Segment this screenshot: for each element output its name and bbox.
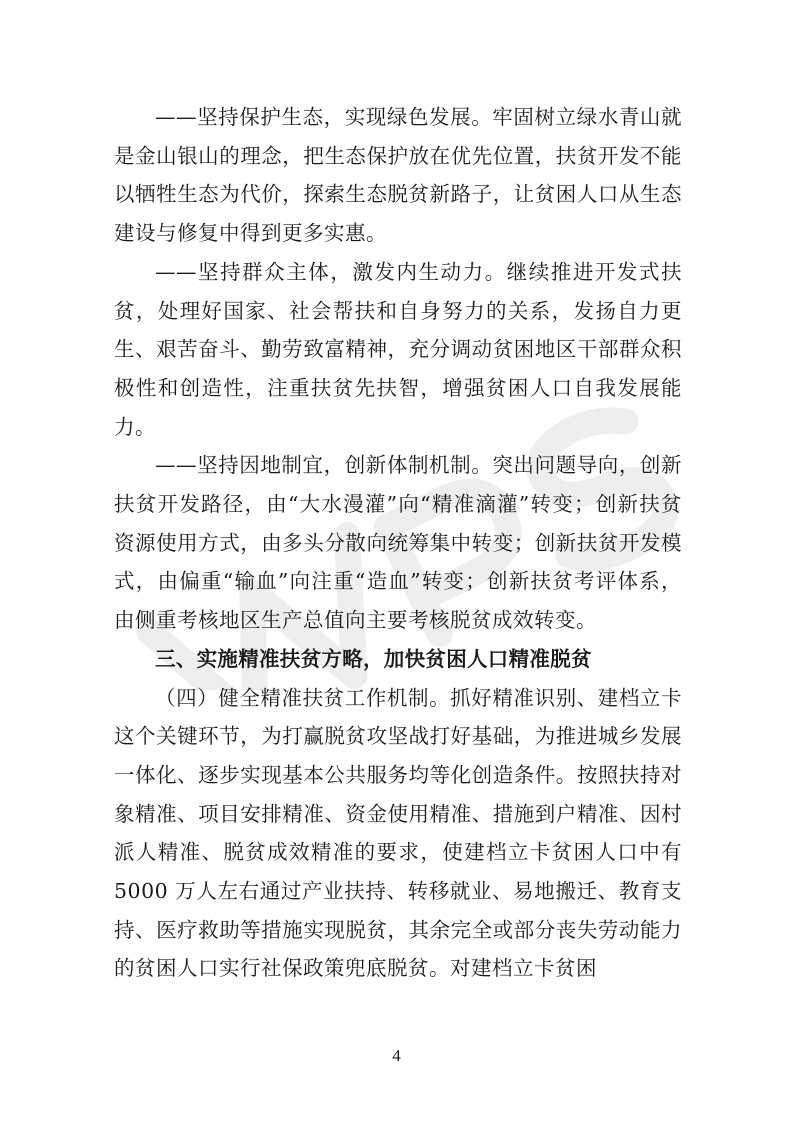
paragraph-masses: ——坚持群众主体，激发内生动力。继续推进开发式扶贫，处理好国家、社会帮扶和自身努力的关系，发扬自力更生、艰苦奋斗、勤劳致富精神，充分调动贫困地区干部群众积极性和创造性，注重扶贫先扶智，增强贫困人口自我发展能力。 — [114, 259, 682, 439]
document-body — [114, 98, 682, 988]
paragraph-mechanism: （四）健全精准扶贫工作机制。抓好精准识别、建档立卡这个关键环节，为打赢脱贫攻坚战打好基础，为推进城乡发展一体化、逐步实现基本公共服务均等化创造条件。按照扶持对象精准、项目安排精准、资金使用精准、措施到户精准、因村派人精准、脱贫成效精准的要求，使建档立卡贫困人口中有 5000 万人左右通过产业扶持、转移就业、易地搬迁、教育支持、医疗救助等措施实现脱贫，其余完全或部分丧失劳动能力的贫困人口实行社保政策兜底脱贫。对建档立卡贫困 — [114, 685, 682, 981]
page-number: 4 — [392, 1046, 401, 1065]
paragraph-innovation: ——坚持因地制宜，创新体制机制。突出问题导向，创新扶贫开发路径，由“大水漫灌”向“精准滴灌”转变；创新扶贫资源使用方式，由多头分散向统筹集中转变；创新扶贫开发模式，由偏重“输血”向注重“造血”转变；创新扶贫考评体系，由侧重考核地区生产总值向主要考核脱贫成效转变。 — [114, 453, 682, 633]
section-heading: 三、实施精准扶贫方略，加快贫困人口精准脱贫 — [155, 646, 592, 671]
paragraph-ecology: ——坚持保护生态，实现绿色发展。牢固树立绿水青山就是金山银山的理念，把生态保护放在优先位置，扶贫开发不能以牺牲生态为代价，探索生态脱贫新路子，让贫困人口从生态建设与修复中得到更多实惠。 — [114, 105, 682, 246]
